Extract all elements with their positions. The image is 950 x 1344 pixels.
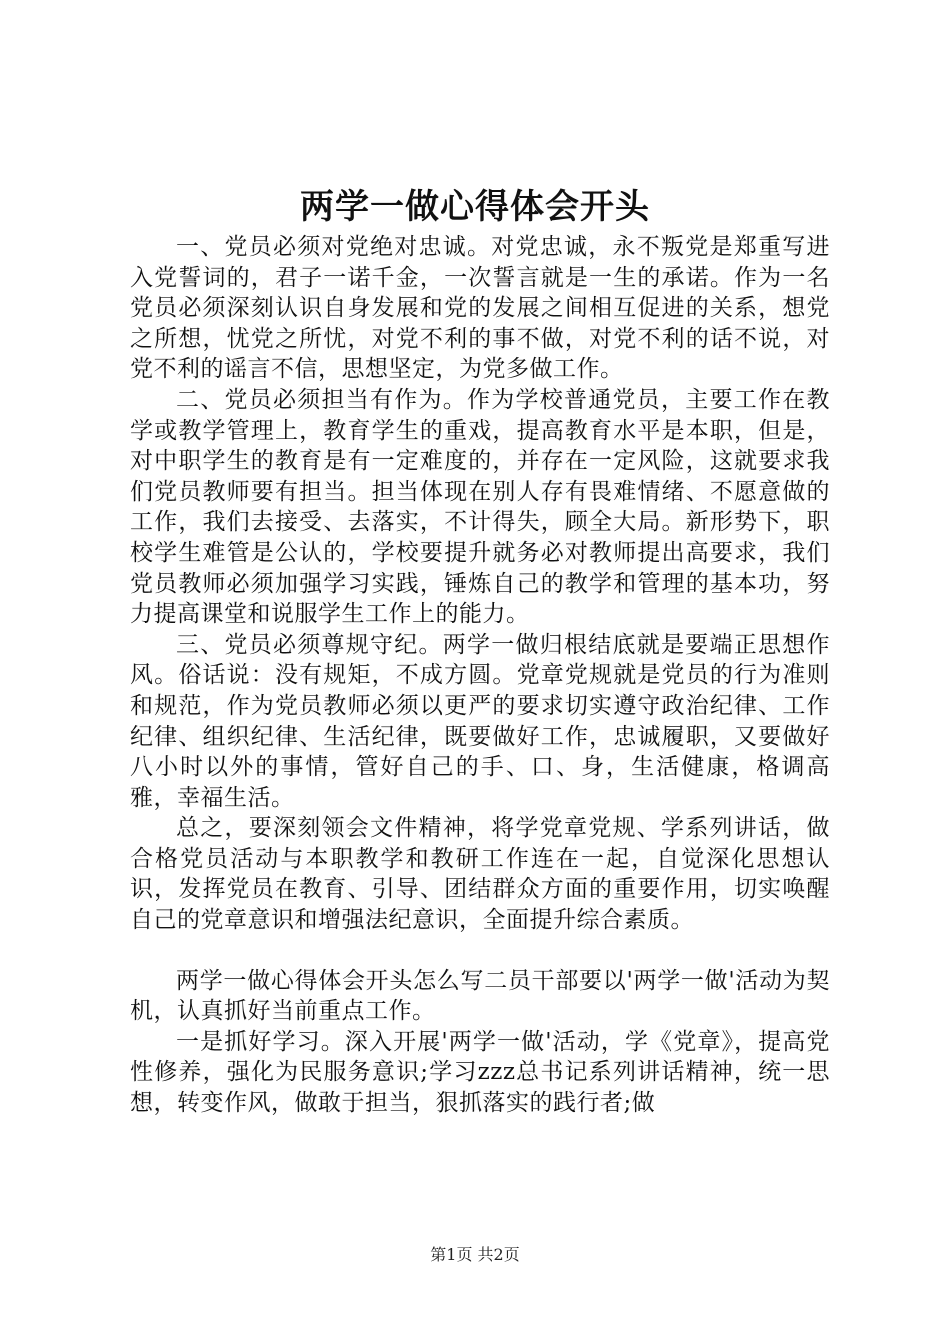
paragraph-responsibility: 二、党员必须担当有作为。作为学校普通党员，主要工作在教学或教学管理上，教育学生的重戏，提高教育水平是本职，但是，对中职学生的教育是有一定难度的，并存在一定风险，这就要求我们党员教师要有担当。担当体现在别人存有畏难情绪、不愿意做的工作，我们去接受、去落实，不计得失，顾全大局。新形势下，职校学生难管是公认的，学校要提升就务必对教师提出高要求，我们党员教师必须加强学习实践，锤炼自己的教学和管理的基本功，努力提高课堂和说服学生工作上的能力。 <box>130 386 830 628</box>
paragraph-second-intro: 两学一做心得体会开头怎么写二员干部要以'两学一做'活动为契机，认真抓好当前重点工作。 <box>130 967 830 1025</box>
document-body <box>130 232 830 1119</box>
page-number: 第1页 共2页 <box>430 1245 520 1264</box>
paragraph-loyalty: 一、党员必须对党绝对忠诚。对党忠诚，永不叛党是郑重写进入党誓词的，君子一诺千金，一次誓言就是一生的承诺。作为一名党员必须深刻认识自身发展和党的发展之间相互促进的关系，想党之所想，忧党之所忧，对党不利的事不做，对党不利的话不说，对党不利的谣言不信，思想坚定，为党多做工作。 <box>130 234 830 383</box>
document-title: 两学一做心得体会开头 <box>300 187 650 227</box>
paragraph-discipline: 三、党员必须尊规守纪。两学一做归根结底就是要端正思想作风。俗话说：没有规矩，不成方圆。党章党规就是党员的行为准则和规范，作为党员教师必须以更严的要求切实遵守政治纪律、工作纪律、组织纪律、生活纪律，既要做好工作，忠诚履职，又要做好八小时以外的事情，管好自己的手、口、身，生活健康，格调高雅，幸福生活。 <box>130 631 830 811</box>
paragraph-summary: 总之，要深刻领会文件精神，将学党章党规、学系列讲话，做合格党员活动与本职教学和教研工作连在一起，自觉深化思想认识，发挥党员在教育、引导、团结群众方面的重要作用，切实唤醒自己的党章意识和增强法纪意识，全面提升综合素质。 <box>130 815 830 934</box>
paragraph-spacer <box>130 936 830 966</box>
paragraph-study: 一是抓好学习。深入开展'两学一做'活动，学《党章》，提高党性修养，强化为民服务意识;学习zzz总书记系列讲话精神，统一思想，转变作风，做敢于担当，狠抓落实的践行者;做 <box>130 1028 830 1117</box>
